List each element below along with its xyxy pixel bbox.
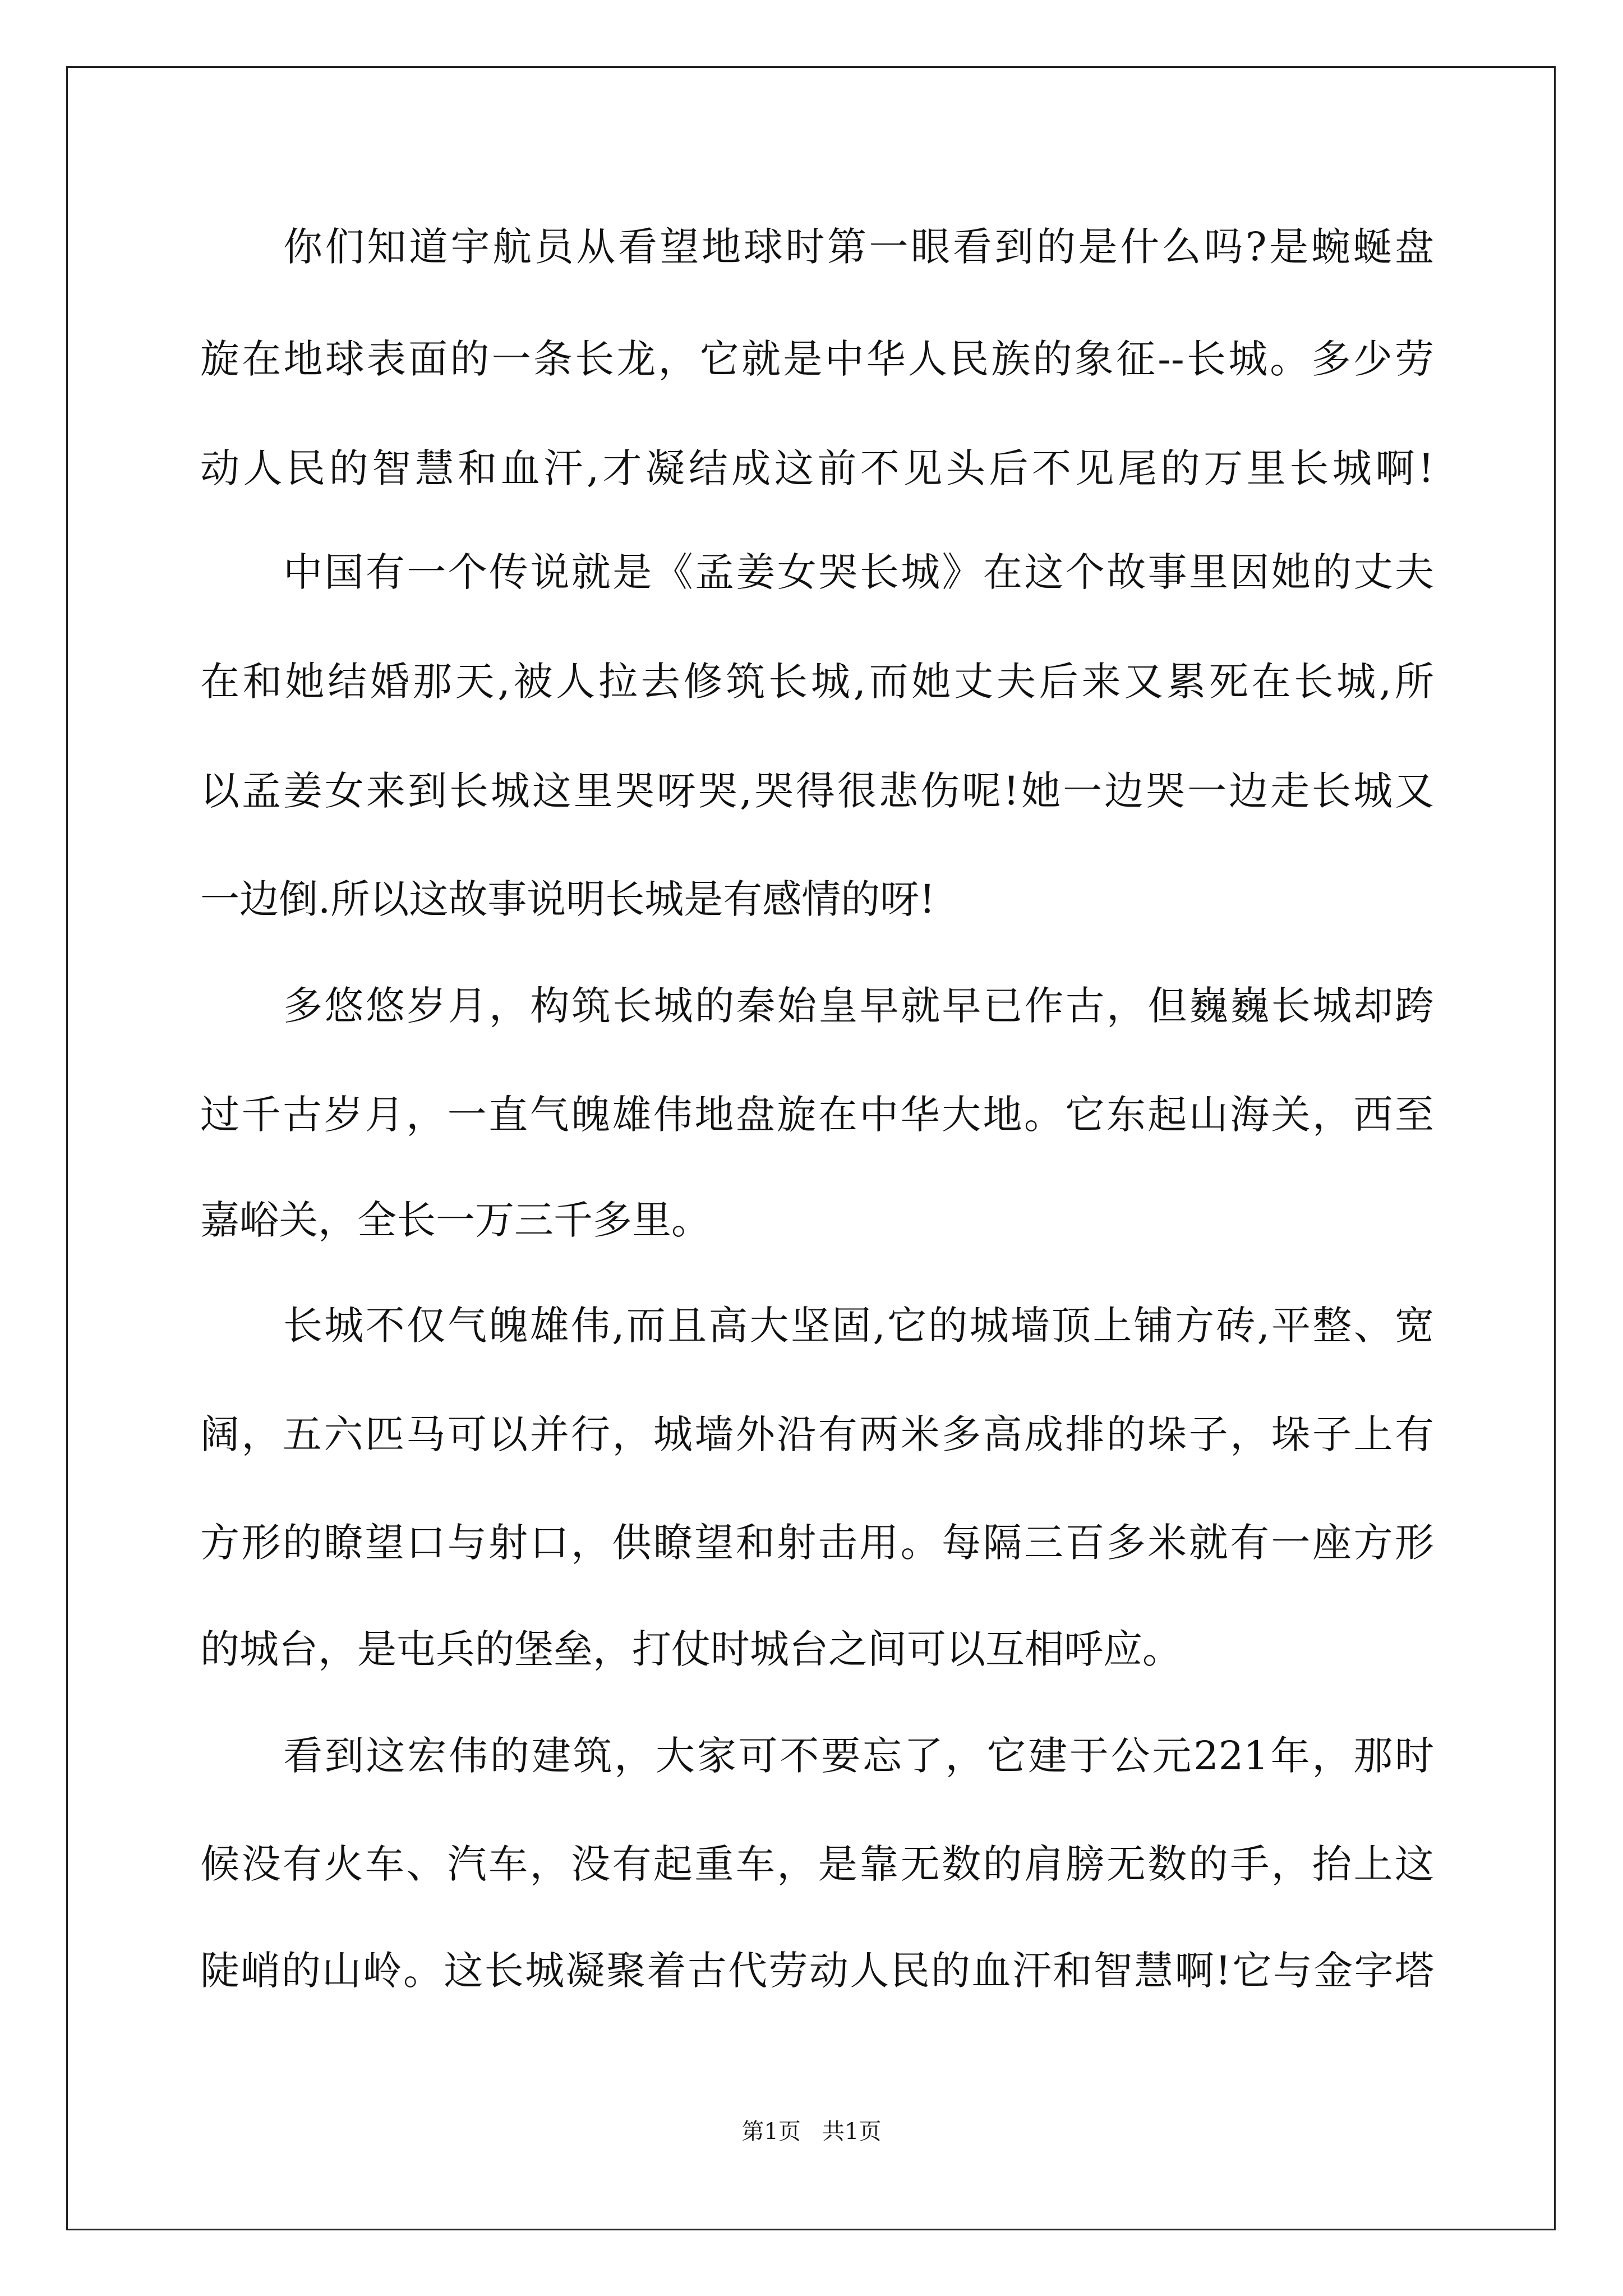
paragraph-1-line-1: 你们知道宇航员从看望地球时第一眼看到的是什么吗?是蜿蜒盘 bbox=[283, 224, 1434, 270]
paragraph-3-line-1: 多悠悠岁月，构筑长城的秦始皇早就早已作古，但巍巍长城却跨 bbox=[283, 983, 1434, 1029]
paragraph-3-line-3: 嘉峪关，全长一万三千多里。 bbox=[200, 1197, 711, 1243]
paragraph-4-line-4: 的城台，是屯兵的堡垒，打仗时城台之间可以互相呼应。 bbox=[200, 1626, 1182, 1672]
paragraph-2-line-2: 在和她结婚那天,被人拉去修筑长城,而她丈夫后来又累死在长城,所 bbox=[200, 659, 1434, 705]
paragraph-3-line-2: 过千古岁月，一直气魄雄伟地盘旋在中华大地。它东起山海关，西至 bbox=[200, 1092, 1434, 1138]
paragraph-4-line-3: 方形的瞭望口与射口，供瞭望和射击用。每隔三百多米就有一座方形 bbox=[200, 1520, 1434, 1566]
paragraph-4-line-1: 长城不仅气魄雄伟,而且高大坚固,它的城墙顶上铺方砖,平整、宽 bbox=[283, 1303, 1434, 1349]
paragraph-5-line-1: 看到这宏伟的建筑，大家可不要忘了，它建于公元221年，那时 bbox=[283, 1733, 1434, 1779]
paragraph-2-line-1: 中国有一个传说就是《孟姜女哭长城》在这个故事里因她的丈夫 bbox=[283, 549, 1434, 595]
page-number-footer: 第1页 共1页 bbox=[741, 2119, 882, 2145]
paragraph-5-line-2: 候没有火车、汽车，没有起重车，是靠无数的肩膀无数的手，抬上这 bbox=[200, 1841, 1434, 1887]
paragraph-2-line-4: 一边倒.所以这故事说明长城是有感情的呀! bbox=[200, 876, 935, 922]
paragraph-5-line-3: 陡峭的山岭。这长城凝聚着古代劳动人民的血汗和智慧啊!它与金字塔 bbox=[200, 1948, 1434, 1994]
paragraph-4-line-2: 阔，五六匹马可以并行，城墙外沿有两米多高成排的垛子，垛子上有 bbox=[200, 1411, 1434, 1457]
paragraph-2-line-3: 以孟姜女来到长城这里哭呀哭,哭得很悲伤呢!她一边哭一边走长城又 bbox=[200, 768, 1434, 814]
paragraph-1-line-3: 动人民的智慧和血汗,才凝结成这前不见头后不见尾的万里长城啊! bbox=[200, 445, 1434, 491]
paragraph-1-line-2: 旋在地球表面的一条长龙，它就是中华人民族的象征--长城。多少劳 bbox=[200, 336, 1434, 382]
page-border bbox=[66, 66, 1556, 2230]
